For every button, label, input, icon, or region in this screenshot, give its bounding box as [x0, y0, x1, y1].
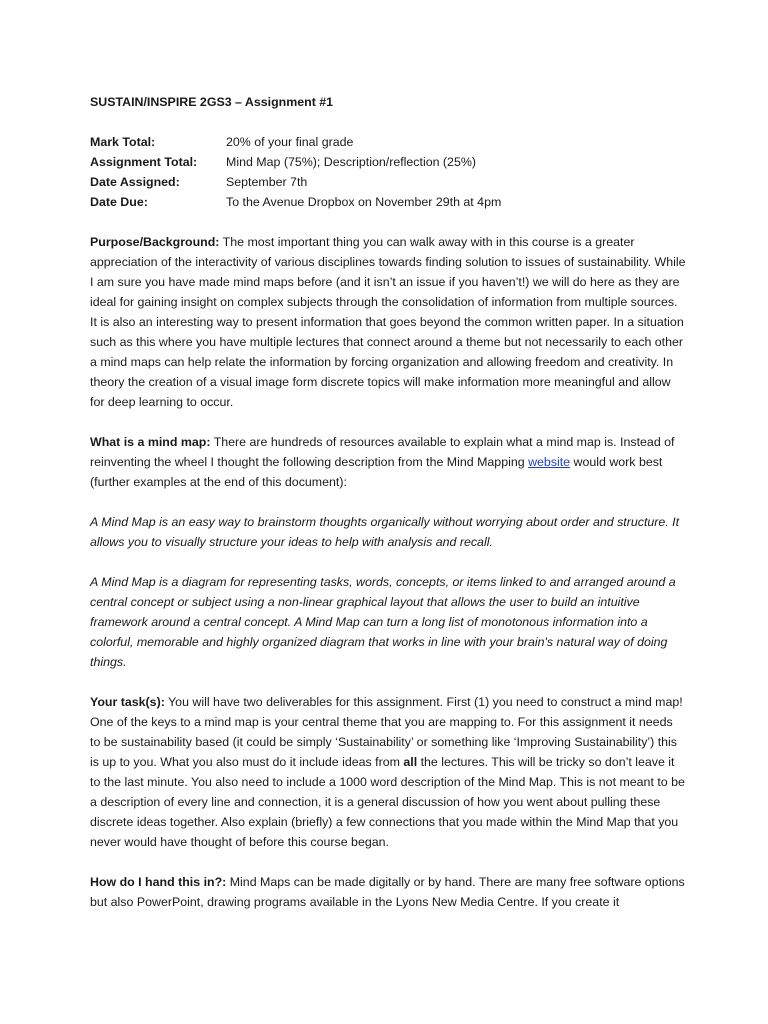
quote-paragraph-2: A Mind Map is a diagram for representing tasks, words, concepts, or items linked to and arranged around a central concept or subject using a non-linear graphical layout that allows the user to build an intuitive framework around a central concept. A Mind Map can turn a long list of monotonous information into a colorful, memorable and highly organized diagram that works in line with your brain's natural way of doing things.: [90, 575, 676, 669]
detail-row-date-assigned: [90, 172, 686, 192]
assignment-details: [90, 132, 686, 212]
document-title: SUSTAIN/INSPIRE 2GS3 – Assignment #1: [90, 95, 334, 109]
hand-in-heading: How do I hand this in?:: [90, 875, 227, 889]
tasks-paragraph: [90, 692, 686, 852]
hand-in-paragraph: [90, 872, 686, 912]
tasks-heading: Your task(s):: [90, 695, 165, 709]
detail-row-mark-total: [90, 132, 686, 152]
detail-value: 20% of your final grade: [226, 135, 354, 149]
purpose-text: The most important thing you can walk away with in this course is a greater appreciation of the interactivity of various disciplines towards finding solution to issues of sustainability. While I am sure you have made mind maps before (and it isn’t an issue if you haven’t!) we will do here as they are ideal for gaining insight on complex subjects through the consolidation of information from multiple sources. It is also an interesting way to present information that goes beyond the common written paper. In a situation such as this where you have multiple lectures that connect around a theme but not necessarily to each other a mind maps can help relate the information by forcing organization and allowing freedom and creativity. In theory the creation of a visual image form discrete topics will make information more meaningful and allow for deep learning to occur.: [90, 235, 686, 409]
hand-in-text: Mind Maps can be made digitally or by hand. There are many free software options but also PowerPoint, drawing programs available in the Lyons New Media Centre. If you create it: [90, 875, 685, 909]
what-is-text: There are hundreds of resources available to explain what a mind map is. Instead of reinventing the wheel I thought the following description from the Mind Mapping: [90, 435, 675, 469]
what-is-heading: What is a mind map:: [90, 435, 211, 449]
detail-value: To the Avenue Dropbox on November 29th at 4pm: [226, 195, 502, 209]
detail-label: Assignment Total:: [90, 155, 198, 169]
detail-row-date-due: [90, 192, 686, 212]
quote-paragraph-1: A Mind Map is an easy way to brainstorm thoughts organically without worrying about order and structure. It allows you to visually structure your ideas to help with analysis and recall.: [90, 515, 680, 549]
detail-value: September 7th: [226, 175, 308, 189]
detail-label: Date Due:: [90, 195, 148, 209]
tasks-text-end: the lectures. This will be tricky so don’t leave it to the last minute. You also need to include a 1000 word description of the Mind Map. This is not meant to be a description of every line and connection, it is a general discussion of how you went about pulling these discrete ideas together. Also explain (briefly) a few connections that you made within the Mind Map that you never would have thought of before this course began.: [90, 755, 685, 849]
document-page: [90, 92, 686, 932]
purpose-paragraph: [90, 232, 686, 412]
detail-row-assignment-total: [90, 152, 686, 172]
website-link[interactable]: website: [528, 455, 571, 469]
detail-value: Mind Map (75%); Description/reflection (25%): [226, 155, 476, 169]
detail-label: Mark Total:: [90, 135, 156, 149]
purpose-heading: Purpose/Background:: [90, 235, 220, 249]
what-is-paragraph: [90, 432, 686, 492]
what-is-text-end: would work best (further examples at the end of this document):: [90, 455, 663, 489]
detail-label: Date Assigned:: [90, 175, 180, 189]
emphasis-all: all: [403, 755, 418, 769]
tasks-text: You will have two deliverables for this assignment. First (1) you need to construct a mind map! One of the keys to a mind map is your central theme that you are mapping to. For this assignment it needs to be sustainability based (it could be simply ‘Sustainability’ or something like ‘Improving Sustainability’) this is up to you. What you also must do it include ideas from: [90, 695, 683, 769]
